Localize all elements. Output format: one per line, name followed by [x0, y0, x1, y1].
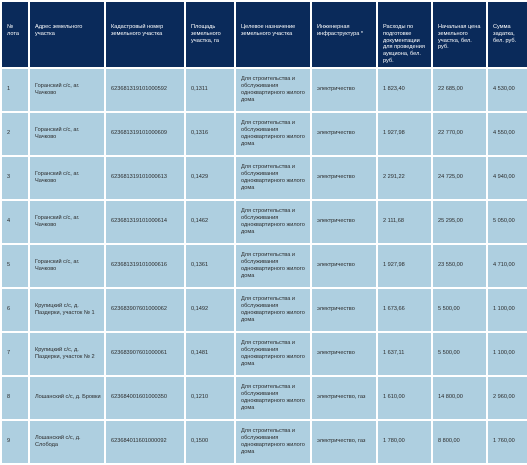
infrastructure-cell: электричество — [312, 157, 376, 199]
area-cell: 0,1361 — [186, 245, 234, 287]
cadastral-number-cell: 623681319101000616 — [106, 245, 184, 287]
address-cell: Лошанский с/с, д. Слобода — [30, 421, 104, 463]
documentation-costs-cell: 1 927,98 — [378, 113, 431, 155]
infrastructure-cell: электричество — [312, 245, 376, 287]
purpose-cell: Для строительства и обслуживания одноквартирного жилого дома — [236, 333, 310, 375]
lot-number-cell: 4 — [2, 201, 28, 243]
documentation-costs-cell: 1 823,40 — [378, 69, 431, 111]
area-cell: 0,1500 — [186, 421, 234, 463]
starting-price-cell: 8 800,00 — [433, 421, 486, 463]
lot-number-cell: 3 — [2, 157, 28, 199]
deposit-cell: 1 100,00 — [488, 333, 527, 375]
cadastral-number-cell: 623681319101000609 — [106, 113, 184, 155]
address-cell: Горанский с/с, аг. Чачково — [30, 113, 104, 155]
area-cell: 0,1492 — [186, 289, 234, 331]
header-starting-price: Начальная цена земельного участка, бел. руб. — [433, 2, 486, 67]
purpose-cell: Для строительства и обслуживания одноквартирного жилого дома — [236, 245, 310, 287]
documentation-costs-cell: 1 637,11 — [378, 333, 431, 375]
lot-number-cell: 2 — [2, 113, 28, 155]
address-cell: Крупицкий с/с, д. Паздерки, участок № 1 — [30, 289, 104, 331]
table-row — [2, 421, 527, 463]
header-address: Адрес земельного участка — [30, 2, 104, 67]
purpose-cell: Для строительства и обслуживания одноквартирного жилого дома — [236, 289, 310, 331]
cadastral-number-cell: 623683907601000062 — [106, 289, 184, 331]
documentation-costs-cell: 1 780,00 — [378, 421, 431, 463]
lot-number-cell: 7 — [2, 333, 28, 375]
table-row — [2, 69, 527, 111]
cadastral-number-cell: 623683907601000061 — [106, 333, 184, 375]
lot-number-cell: 6 — [2, 289, 28, 331]
starting-price-cell: 22 685,00 — [433, 69, 486, 111]
starting-price-cell: 23 550,00 — [433, 245, 486, 287]
header-lot-number: № лота — [2, 2, 28, 67]
address-cell: Горанский с/с, аг. Чачково — [30, 245, 104, 287]
purpose-cell: Для строительства и обслуживания одноквартирного жилого дома — [236, 157, 310, 199]
header-documentation-costs: Расходы по подготовке документации для проведения аукциона, бел. руб. — [378, 2, 431, 67]
cadastral-number-cell: 623681319101000592 — [106, 69, 184, 111]
table-row — [2, 377, 527, 419]
infrastructure-cell: электричество — [312, 113, 376, 155]
deposit-cell: 4 530,00 — [488, 69, 527, 111]
starting-price-cell: 14 800,00 — [433, 377, 486, 419]
lot-number-cell: 1 — [2, 69, 28, 111]
starting-price-cell: 5 500,00 — [433, 333, 486, 375]
table-row — [2, 333, 527, 375]
cadastral-number-cell: 623684001601000350 — [106, 377, 184, 419]
address-cell: Горанский с/с, аг. Чачково — [30, 69, 104, 111]
deposit-cell: 2 960,00 — [488, 377, 527, 419]
deposit-cell: 4 710,00 — [488, 245, 527, 287]
documentation-costs-cell: 1 927,98 — [378, 245, 431, 287]
table-header-row — [2, 2, 527, 67]
starting-price-cell: 22 770,00 — [433, 113, 486, 155]
area-cell: 0,1462 — [186, 201, 234, 243]
area-cell: 0,1316 — [186, 113, 234, 155]
address-cell: Крупицкий с/с, д. Паздерки, участок № 2 — [30, 333, 104, 375]
header-deposit: Сумма задатка, бел. руб. — [488, 2, 527, 67]
area-cell: 0,1429 — [186, 157, 234, 199]
address-cell: Горанский с/с, аг. Чачково — [30, 201, 104, 243]
header-area: Площадь земельного участка, га — [186, 2, 234, 67]
lot-number-cell: 8 — [2, 377, 28, 419]
cadastral-number-cell: 623684011601000092 — [106, 421, 184, 463]
area-cell: 0,1481 — [186, 333, 234, 375]
infrastructure-cell: электричество — [312, 69, 376, 111]
table-row — [2, 245, 527, 287]
lot-number-cell: 5 — [2, 245, 28, 287]
infrastructure-cell: электричество, газ — [312, 377, 376, 419]
cadastral-number-cell: 623681319101000614 — [106, 201, 184, 243]
purpose-cell: Для строительства и обслуживания одноквартирного жилого дома — [236, 113, 310, 155]
deposit-cell: 1 760,00 — [488, 421, 527, 463]
purpose-cell: Для строительства и обслуживания одноквартирного жилого дома — [236, 69, 310, 111]
deposit-cell: 1 100,00 — [488, 289, 527, 331]
table-row — [2, 201, 527, 243]
infrastructure-cell: электричество — [312, 289, 376, 331]
cadastral-number-cell: 623681319101000613 — [106, 157, 184, 199]
table-row — [2, 157, 527, 199]
lot-number-cell: 9 — [2, 421, 28, 463]
deposit-cell: 5 050,00 — [488, 201, 527, 243]
address-cell: Лошанский с/с, д. Бровки — [30, 377, 104, 419]
infrastructure-cell: электричество, газ — [312, 421, 376, 463]
header-purpose: Целевое назначение земельного участка — [236, 2, 310, 67]
area-cell: 0,1311 — [186, 69, 234, 111]
documentation-costs-cell: 1 610,00 — [378, 377, 431, 419]
header-cadastral-number: Кадастровый номер земельного участка — [106, 2, 184, 67]
infrastructure-cell: электричество — [312, 201, 376, 243]
area-cell: 0,1210 — [186, 377, 234, 419]
table-row — [2, 289, 527, 331]
purpose-cell: Для строительства и обслуживания одноквартирного жилого дома — [236, 201, 310, 243]
starting-price-cell: 24 725,00 — [433, 157, 486, 199]
deposit-cell: 4 550,00 — [488, 113, 527, 155]
starting-price-cell: 25 295,00 — [433, 201, 486, 243]
purpose-cell: Для строительства и обслуживания одноквартирного жилого дома — [236, 377, 310, 419]
header-infrastructure: Инженерная инфраструктура * — [312, 2, 376, 67]
starting-price-cell: 5 500,00 — [433, 289, 486, 331]
table-body — [2, 69, 527, 463]
infrastructure-cell: электричество — [312, 333, 376, 375]
documentation-costs-cell: 2 291,22 — [378, 157, 431, 199]
table-row — [2, 113, 527, 155]
purpose-cell: Для строительства и обслуживания одноквартирного жилого дома — [236, 421, 310, 463]
address-cell: Горанский с/с, аг. Чачково — [30, 157, 104, 199]
documentation-costs-cell: 2 111,68 — [378, 201, 431, 243]
deposit-cell: 4 940,00 — [488, 157, 527, 199]
documentation-costs-cell: 1 673,66 — [378, 289, 431, 331]
